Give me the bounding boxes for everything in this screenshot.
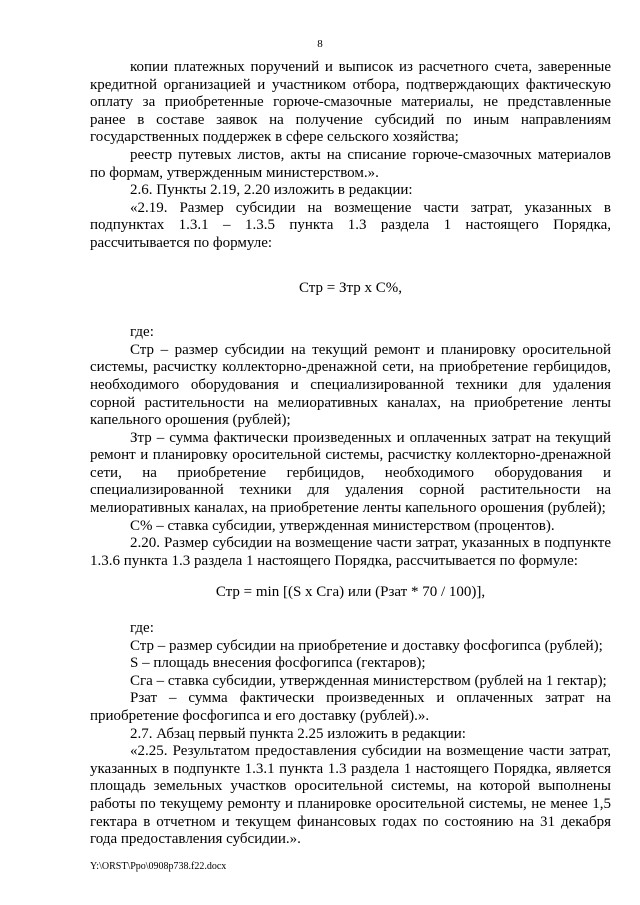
paragraph: Сга – ставка субсидии, утвержденная министерством (рублей на 1 гектар); [130, 672, 607, 689]
page-number: 8 [317, 38, 323, 50]
paragraph: реестр путевых листов, акты на списание горюче-смазочных материалов по формам, утвержденным министерством.». [90, 146, 611, 181]
paragraph: Рзат – сумма фактически произведенных и оплаченных затрат на приобретение фосфогипса и его доставку (рублей).». [90, 690, 611, 724]
paragraph: Стр – размер субсидии на текущий ремонт и планировку оросительной системы, расчистку коллекторно-дренажной сети, на приобретение гербицидов, необходимого оборудования и специализированной техники для удаления сорной растительности на мелиоративных каналах, на приобретение ленты капельного орошения (рублей); [90, 341, 611, 429]
paragraph: 2.6. Пункты 2.19, 2.20 изложить в редакции: [130, 182, 413, 199]
paragraph: где: [130, 620, 154, 637]
paragraph: С% – ставка субсидии, утвержденная министерством (процентов). [130, 517, 555, 534]
paragraph: 2.20. Размер субсидии на возмещение части затрат, указанных в подпункте 1.3.6 пункта 1.3 раздела 1 настоящего Порядка, рассчитывается по формуле: [90, 535, 611, 569]
formula: Стр = min [(S x Сга) или (Рзат * 70 / 100)], [215, 584, 486, 601]
paragraph: «2.19. Размер субсидии на возмещение части затрат, указанных в подпунктах 1.3.1 – 1.3.5 пункта 1.3 раздела 1 настоящего Порядка, рассчитывается по формуле: [90, 199, 611, 251]
paragraph: Зтр – сумма фактически произведенных и оплаченных затрат на текущий ремонт и планировку оросительной системы, расчистку коллекторно-дренажной сети, на приобретение гербицидов, необходимого оборудования и специализированной техники для удаления сорной растительности на мелиоративных каналах, на приобретение ленты капельного орошения (рублей); [90, 429, 611, 517]
document-body [90, 59, 611, 849]
paragraph: копии платежных поручений и выписок из расчетного счета, заверенные кредитной организацией и участником отбора, подтверждающих фактическую оплату за приобретенные горюче-смазочные материалы, не представленные ранее в составе заявок на получение субсидий по иным направлениям государственных поддержек в сфере сельского хозяйства; [90, 59, 611, 146]
file-path-footer: Y:\ORST\Ppo\0908p738.f22.docx [90, 861, 227, 872]
paragraph: «2.25. Результатом предоставления субсидии на возмещение части затрат, указанных в подпункте 1.3.1 пункта 1.3 раздела 1 настоящего Порядка, является площадь земельных участков оросительной системы, на которой выполнены работы по текущему ремонту и планировке оросительной системы, не менее 1,5 гектара в отчетном и текущем финансовых годах по состоянию на 31 декабря года предоставления субсидии.». [90, 743, 611, 848]
paragraph: Стр – размер субсидии на приобретение и доставку фосфогипса (рублей); [130, 637, 603, 654]
paragraph: S – площадь внесения фосфогипса (гектаров); [130, 655, 426, 672]
paragraph: где: [130, 324, 154, 341]
formula: Стр = Зтр x С%, [298, 279, 402, 296]
paragraph: 2.7. Абзац первый пункта 2.25 изложить в редакции: [130, 725, 466, 742]
